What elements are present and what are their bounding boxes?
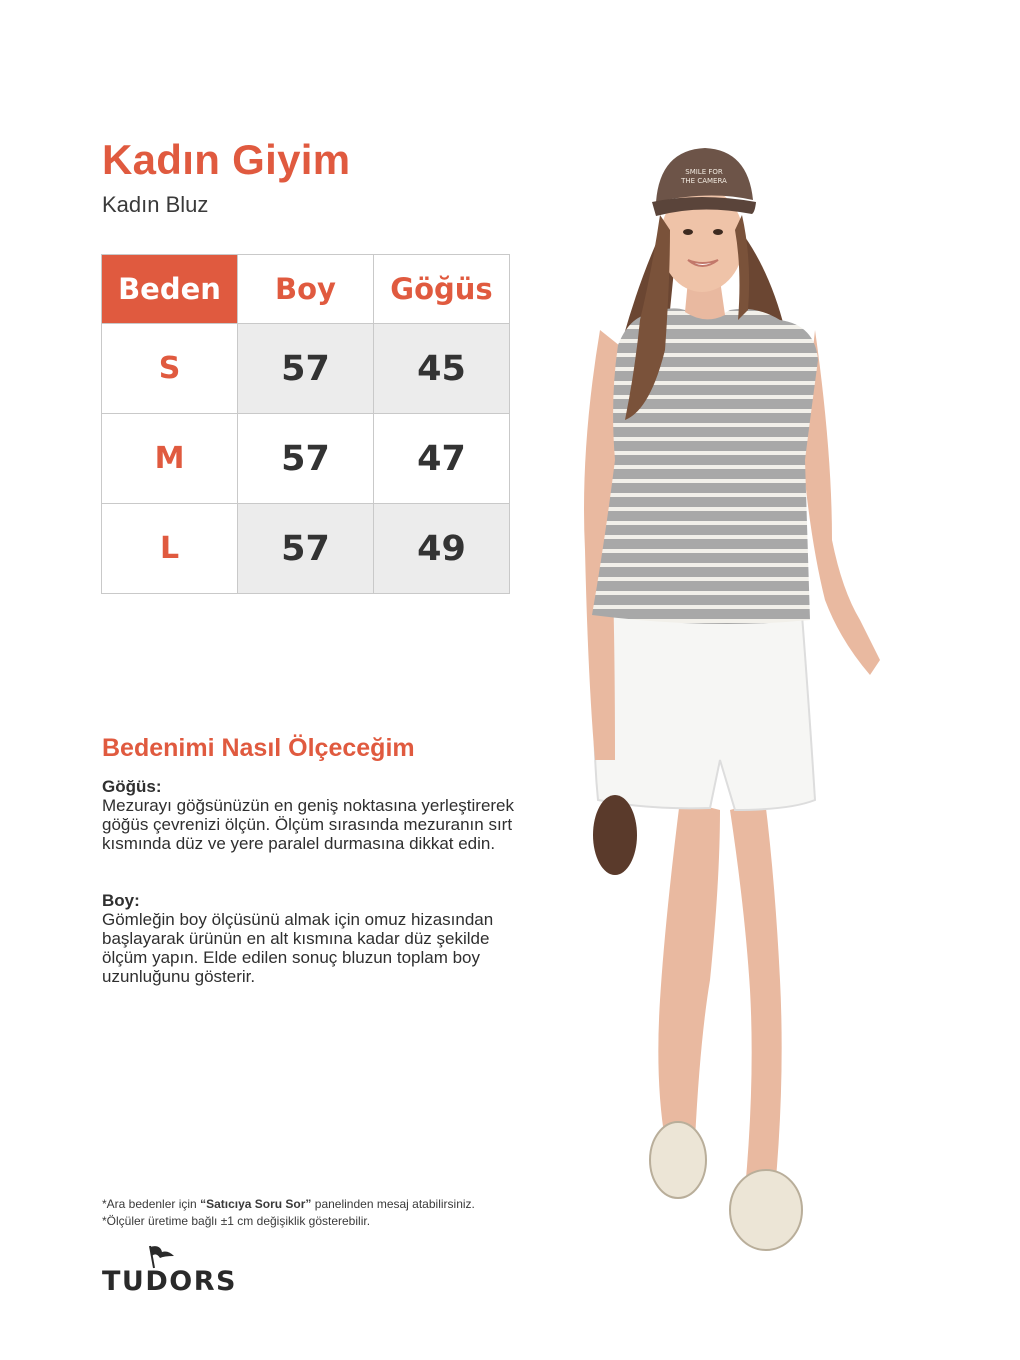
gogus-cell: 45	[374, 324, 510, 414]
header-gogus: Göğüs	[374, 255, 510, 324]
gogus-cell: 47	[374, 414, 510, 504]
gogus-cell: 49	[374, 504, 510, 594]
footnotes	[102, 1196, 475, 1230]
measure-guide-title: Bedenimi Nasıl Ölçeceğim	[102, 734, 415, 762]
cap-text-2: THE CAMERA	[681, 177, 727, 185]
table-row	[102, 324, 510, 414]
chest-text: Mezurayı göğsünüzün en geniş noktasına yerleştirerek göğüs çevrenizi ölçün. Ölçüm sırasında mezuranın sırt kısmında düz ve yere paralel durmasına dikkat edin.	[102, 796, 515, 853]
size-cell: L	[102, 504, 238, 594]
size-cell: M	[102, 414, 238, 504]
size-cell: S	[102, 324, 238, 414]
header-boy: Boy	[238, 255, 374, 324]
boy-cell: 57	[238, 504, 374, 594]
length-guide	[102, 891, 522, 986]
boy-cell: 57	[238, 324, 374, 414]
footnote-2: *Ölçüler üretime bağlı ±1 cm değişiklik gösterebilir.	[102, 1214, 371, 1228]
chest-label: Göğüs:	[102, 777, 162, 796]
boy-cell: 57	[238, 414, 374, 504]
chest-guide	[102, 777, 522, 853]
brand-name: TUDORS	[102, 1266, 237, 1297]
table-row	[102, 414, 510, 504]
length-text: Gömleğin boy ölçüsünü almak için omuz hizasından başlayarak ürünün en alt kısmına kadar düz şekilde ölçüm yapın. Elde edilen sonuç bluzun toplam boy uzunluğunu gösterir.	[102, 910, 494, 986]
footnote-1	[102, 1196, 475, 1213]
footnote-1-suffix: panelinden mesaj atabilirsiniz.	[311, 1197, 475, 1211]
length-label: Boy:	[102, 891, 140, 910]
brand-logo	[102, 1244, 242, 1300]
footnote-1-prefix: *Ara bedenler için	[102, 1197, 201, 1211]
page-subtitle: Kadın Bluz	[102, 192, 209, 217]
header-beden: Beden	[102, 255, 238, 324]
cap-text-1: SMILE FOR	[685, 168, 723, 176]
footnote-1-bold: “Satıcıya Soru Sor”	[200, 1197, 312, 1211]
size-table-header-row	[102, 255, 510, 324]
size-table	[101, 254, 510, 594]
model-photo	[570, 120, 930, 1270]
table-row	[102, 504, 510, 594]
page-title: Kadın Giyim	[102, 136, 351, 183]
